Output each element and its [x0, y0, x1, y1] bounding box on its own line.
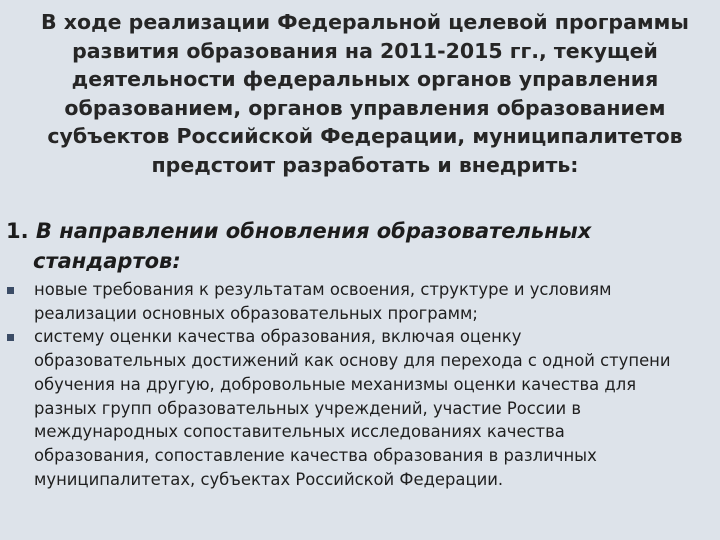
title-line: деятельности федеральных органов управления: [71, 67, 659, 91]
bullet-line: образовательных достижений как основу для перехода с одной ступени: [34, 351, 671, 371]
bullet-line: муниципалитетах, субъектах Российской Федерации.: [34, 469, 504, 489]
bullet-line: новые требования к результатам освоения, структуре и условиям: [34, 280, 612, 299]
bullet-line: обучения на другую, добровольные механизмы оценки качества для: [34, 374, 637, 394]
square-bullet-icon: [7, 334, 14, 341]
section-heading-line2: стандартов:: [33, 249, 181, 273]
title-line: В ходе реализации Федеральной целевой программы: [41, 10, 689, 34]
bullet-line: реализации основных образовательных программ;: [34, 303, 478, 323]
bullet-line: разных групп образовательных учреждений, участие России в: [34, 398, 581, 418]
section-heading: [6, 216, 706, 276]
bullet-line: международных сопоставительных исследованиях качества: [34, 422, 565, 442]
bullet-list: [0, 278, 720, 491]
bullet-line: образования, сопоставление качества образования в различных: [34, 445, 597, 465]
title-line: субъектов Российской Федерации, муниципалитетов: [47, 124, 683, 148]
list-item: [0, 325, 720, 491]
section-heading-line1: В направлении обновления образовательных: [35, 219, 592, 243]
title-line: предстоит разработать и внедрить:: [151, 152, 579, 177]
square-bullet-icon: [7, 287, 14, 294]
slide-title: [20, 8, 710, 179]
bullet-line: систему оценки качества образования, включая оценку: [34, 327, 522, 347]
list-item: [0, 278, 720, 325]
title-line: образованием, органов управления образованием: [64, 95, 666, 120]
section-number: 1.: [6, 219, 29, 243]
title-line: развития образования на 2011-2015 гг., текущей: [72, 38, 658, 63]
